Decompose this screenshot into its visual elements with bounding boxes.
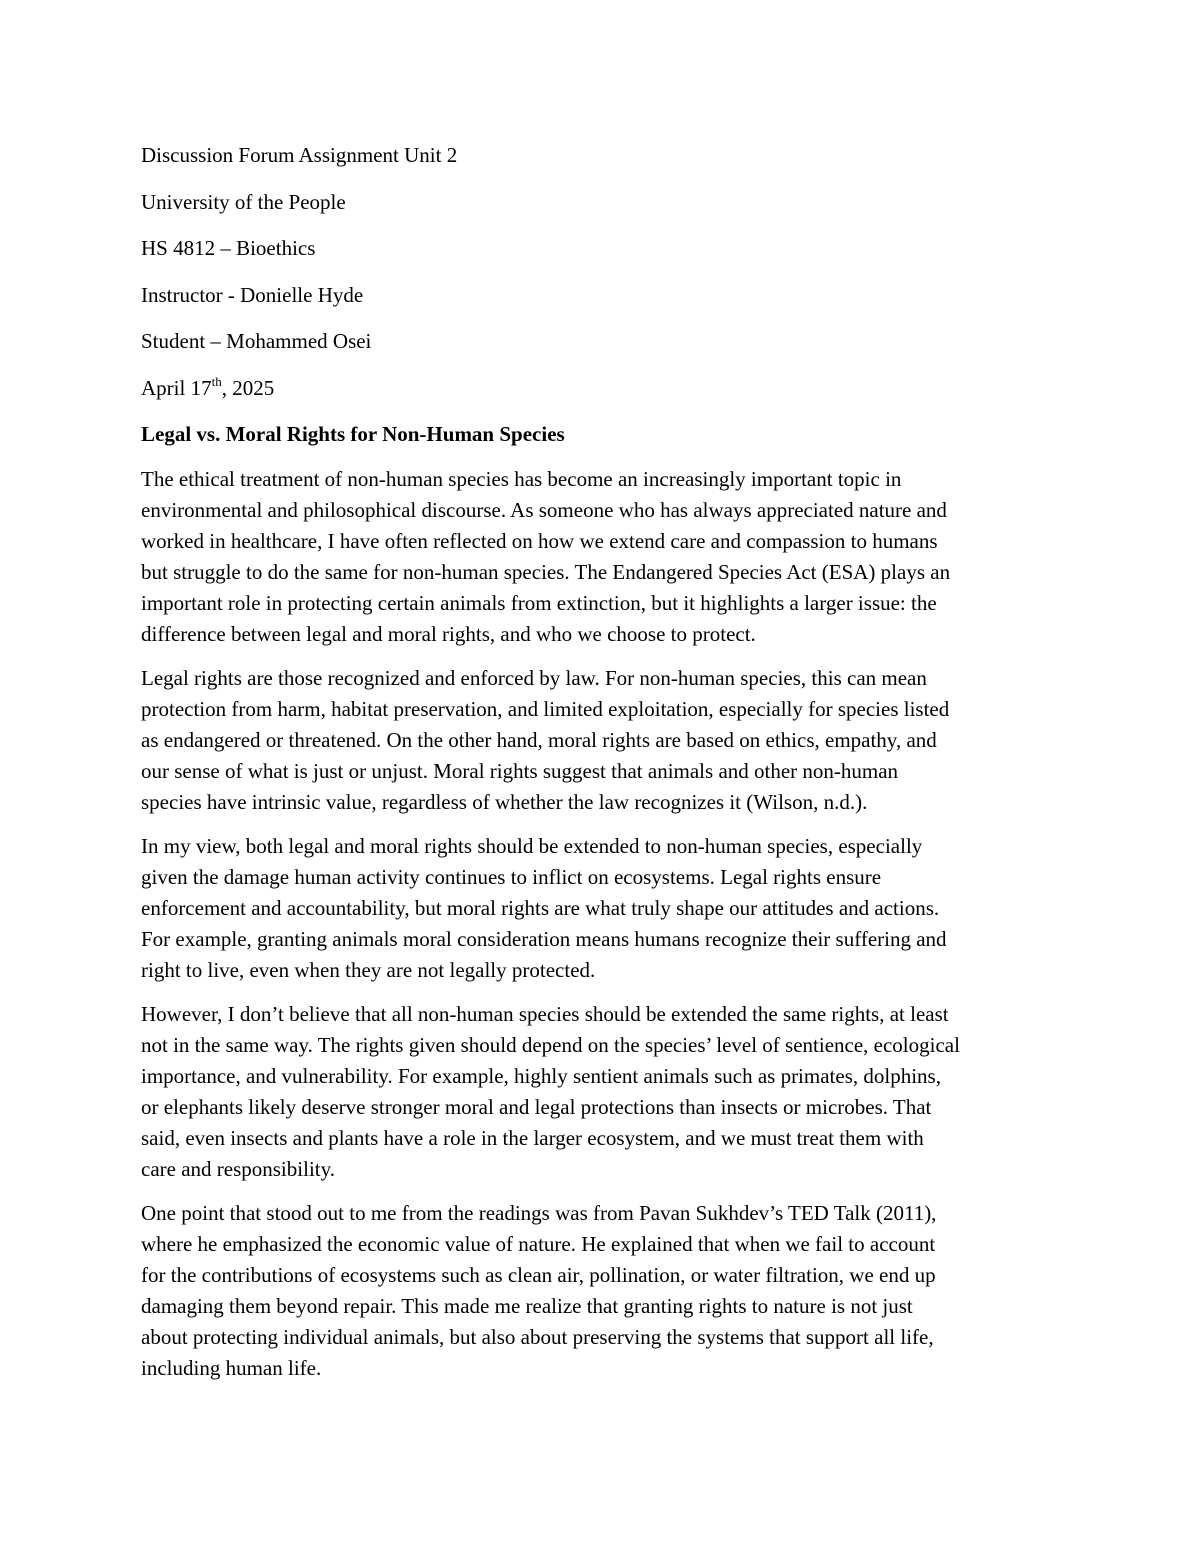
paragraph-line: care and responsibility. [141, 1157, 335, 1181]
paragraph-line: species have intrinsic value, regardless of whether the law recognizes it (Wilson, n.d.). [141, 790, 868, 814]
assignment-title: Discussion Forum Assignment Unit 2 [141, 143, 458, 167]
essay-title: Legal vs. Moral Rights for Non-Human Species [141, 422, 565, 446]
paragraph [141, 1198, 1071, 1384]
paragraph [141, 831, 1071, 986]
student-name: Student – Mohammed Osei [141, 329, 372, 353]
paragraph-line: important role in protecting certain animals from extinction, but it highlights a larger issue: the [141, 591, 937, 615]
submission-date [141, 373, 1071, 404]
paragraph [141, 663, 1071, 818]
paragraph-line: difference between legal and moral rights, and who we choose to protect. [141, 622, 756, 646]
paragraph-line: for the contributions of ecosystems such as clean air, pollination, or water filtration, we end up [141, 1263, 936, 1287]
paragraph-line: damaging them beyond repair. This made me realize that granting rights to nature is not just [141, 1294, 913, 1318]
paragraph-line: enforcement and accountability, but moral rights are what truly shape our attitudes and actions. [141, 896, 940, 920]
date-suffix: , 2025 [221, 375, 275, 400]
paragraph-line: our sense of what is just or unjust. Moral rights suggest that animals and other non-human [141, 759, 899, 783]
paragraph-line: given the damage human activity continues to inflict on ecosystems. Legal rights ensure [141, 865, 882, 889]
instructor-name: Instructor - Donielle Hyde [141, 282, 364, 307]
document-page [141, 140, 1071, 1397]
paragraph-line: where he emphasized the economic value of nature. He explained that when we fail to account [141, 1232, 936, 1256]
paragraph-line: Legal rights are those recognized and enforced by law. For non-human species, this can mean [141, 666, 927, 690]
paragraph-line: One point that stood out to me from the readings was from Pavan Sukhdev’s TED Talk (2011), [141, 1201, 937, 1225]
paragraph-line: In my view, both legal and moral rights should be extended to non-human species, especially [141, 834, 923, 858]
paragraph-line: importance, and vulnerability. For example, highly sentient animals such as primates, dolphins, [141, 1064, 941, 1088]
paragraph-line: said, even insects and plants have a role in the larger ecosystem, and we must treat them with [141, 1126, 924, 1150]
paragraph-line: about protecting individual animals, but also about preserving the systems that support all life, [141, 1325, 934, 1349]
paragraph-line: right to live, even when they are not legally protected. [141, 958, 596, 982]
paragraph-line: The ethical treatment of non-human species has become an increasingly important topic in [141, 467, 902, 491]
paragraph-line: as endangered or threatened. On the other hand, moral rights are based on ethics, empathy, and [141, 728, 937, 752]
university-name: University of the People [141, 189, 346, 214]
date-prefix: April 17 [141, 375, 212, 400]
paragraph-line: For example, granting animals moral consideration means humans recognize their suffering and [141, 927, 947, 951]
paragraph-line: or elephants likely deserve stronger moral and legal protections than insects or microbes. That [141, 1095, 932, 1119]
paragraph-line: but struggle to do the same for non-human species. The Endangered Species Act (ESA) plays an [141, 560, 951, 584]
paragraph [141, 464, 1071, 650]
paragraph-line: protection from harm, habitat preservation, and limited exploitation, especially for species listed [141, 697, 950, 721]
paragraph-line: not in the same way. The rights given should depend on the species’ level of sentience, ecological [141, 1033, 960, 1057]
paragraph-line: including human life. [141, 1356, 322, 1380]
date-ordinal: th [211, 373, 222, 389]
course-name: HS 4812 – Bioethics [141, 236, 316, 260]
paragraph-line: environmental and philosophical discourse. As someone who has always appreciated nature and [141, 498, 947, 522]
paragraph-line: worked in healthcare, I have often reflected on how we extend care and compassion to humans [141, 529, 938, 553]
paragraph-line: However, I don’t believe that all non-human species should be extended the same rights, at least [141, 1002, 949, 1026]
paragraph [141, 999, 1071, 1185]
